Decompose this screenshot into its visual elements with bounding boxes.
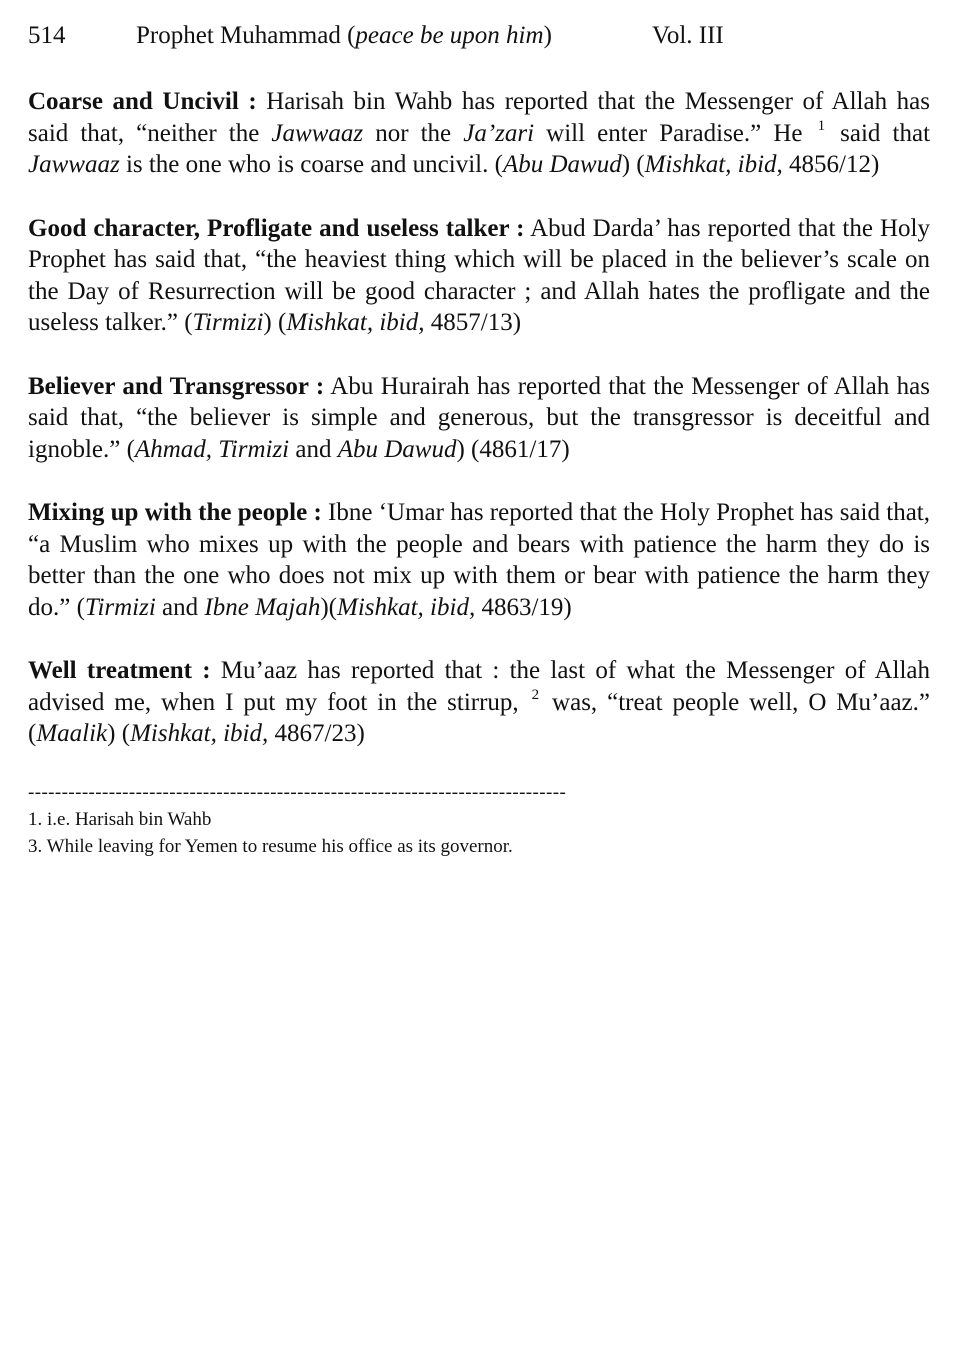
book-title-honorific: peace be upon him <box>355 22 544 49</box>
body-text: ) (4861/17) <box>456 435 570 463</box>
footnote-1: 1. i.e. Harisah bin Wahb <box>28 808 212 830</box>
body-text: 4863/19) <box>475 593 572 621</box>
italic-citation: Ibne Majah <box>204 593 321 621</box>
volume-label: Vol. III <box>652 22 724 49</box>
body-text: Ibne ‘Umar has reported that the Holy Prophet has said that, “a Muslim who mixes up with the people and bears with patience the harm they do is better than the one who does not mix up with them or bear with patience the harm they do.” ( <box>28 499 930 621</box>
italic-citation: Mishkat, ibid, <box>130 720 269 747</box>
body-text: said that <box>828 119 931 147</box>
body-text: ) ( <box>621 151 645 178</box>
page-number: 514 <box>28 22 66 49</box>
body-text: was, “treat people well, O Mu’aaz.” ( <box>28 688 930 747</box>
body-text: 4867/23) <box>268 720 365 747</box>
body-text: ) ( <box>263 309 287 336</box>
running-header <box>28 18 930 54</box>
section-good-character <box>28 213 930 339</box>
italic-citation: Ahmad, Tirmizi <box>134 435 290 463</box>
italic-term: Jawwaaz <box>28 151 120 178</box>
footnote-marker: 2 <box>531 686 540 703</box>
body-text: )( <box>320 593 338 621</box>
italic-citation: Mishkat, ibid, <box>644 151 783 178</box>
body-text: Harisah bin Wahb has reported that the Messenger of Allah has said that, “neither the <box>28 88 930 147</box>
section-heading: Mixing up with the people : <box>28 499 322 526</box>
footnotes <box>28 806 930 860</box>
body-text: 4857/13) <box>424 309 522 336</box>
body-text: will enter Paradise.” He <box>534 119 815 147</box>
body-text: Mu’aaz has reported that : the last of what the Messenger of Allah advised me, when I put my foot in the stirrup, <box>28 657 930 716</box>
footnote-marker: 1 <box>817 117 826 134</box>
body-text: and <box>289 435 338 463</box>
footnote-separator: -------------------------------------------------------------------------------- <box>28 781 567 803</box>
section-heading: Believer and Transgressor : <box>28 372 325 400</box>
italic-term: Ja’zari <box>463 119 535 147</box>
book-title-close: ) <box>543 22 552 49</box>
section-coarse-and-uncivil <box>28 86 930 181</box>
book-title <box>136 18 652 54</box>
italic-citation: Maalik <box>36 720 108 747</box>
body-text: Abu Hurairah has reported that the Messenger of Allah has said that, “the believer is simple and generous, but the transgressor is deceitful and ignoble.” ( <box>28 372 930 463</box>
section-heading: Well treatment : <box>28 657 211 684</box>
body-text: 4856/12) <box>782 151 880 178</box>
book-title-main: Prophet Muhammad ( <box>136 22 356 49</box>
section-heading: Good character, Profligate and useless talker : <box>28 214 525 242</box>
body-text: and <box>155 593 205 621</box>
section-believer-and-transgressor <box>28 371 930 466</box>
italic-citation: Tirmizi <box>192 309 264 336</box>
section-heading: Coarse and Uncivil : <box>28 88 257 115</box>
body-text: Abud Darda’ has reported that the Holy Prophet has said that, “the heaviest thing which will be placed in the believer’s scale on the Day of Resurrection will be good character ; and Allah hates the profligate and the useless talker.” ( <box>28 214 930 336</box>
section-well-treatment <box>28 655 930 750</box>
body-text: is the one who is coarse and uncivil. ( <box>119 151 503 178</box>
footnote-3: 3. While leaving for Yemen to resume his office as its governor. <box>28 835 513 857</box>
italic-citation: Abu Dawud <box>337 435 457 463</box>
section-mixing-with-people <box>28 497 930 623</box>
body-text: ) ( <box>107 720 131 747</box>
body-text: nor the <box>363 119 464 147</box>
italic-citation: Mishkat, ibid, <box>337 593 476 621</box>
italic-citation: Abu Dawud <box>502 151 622 178</box>
italic-term: Jawwaaz <box>271 119 364 147</box>
italic-citation: Mishkat, ibid, <box>286 309 425 336</box>
italic-citation: Tirmizi <box>84 593 156 621</box>
